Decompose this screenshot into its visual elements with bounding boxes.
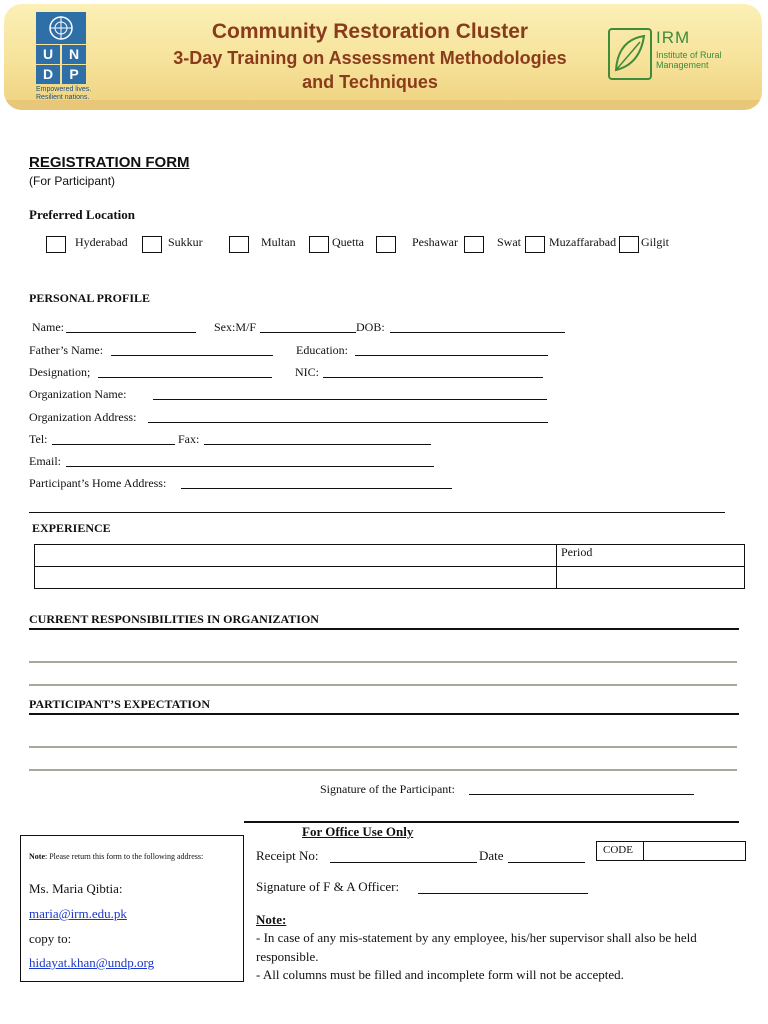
fax-label: Fax: <box>178 432 200 446</box>
undp-letter: N <box>62 45 86 64</box>
designation-label: Designation; <box>29 365 91 379</box>
date-label: Date <box>479 848 504 863</box>
experience-table <box>34 544 745 589</box>
officer-signature-label: Signature of F & A Officer: <box>256 879 400 894</box>
office-heading: For Office Use Only <box>302 824 414 839</box>
checkbox-swat[interactable] <box>464 236 484 253</box>
divider <box>29 713 739 715</box>
undp-letter: U <box>36 45 60 64</box>
office-note-line: - In case of any mis-statement by any employee, his/her supervisor shall also be held <box>256 930 697 945</box>
location-label: Quetta <box>332 235 364 249</box>
location-label: Muzaffarabad <box>549 235 617 249</box>
banner-subtitle-2: and Techniques <box>302 72 438 92</box>
return-note-text: : Please return this form to the following address: <box>45 852 204 861</box>
irm-fullname-line: Management <box>656 60 709 70</box>
responsibilities-heading: CURRENT RESPONSIBILITIES IN ORGANIZATION <box>29 612 319 626</box>
org-address-field[interactable] <box>148 422 548 423</box>
signature-label: Signature of the Participant: <box>320 782 455 796</box>
return-note-label: Note <box>29 852 45 861</box>
expectation-heading: PARTICIPANT’S EXPECTATION <box>29 697 211 711</box>
checkbox-gilgit[interactable] <box>619 236 639 253</box>
profile-heading: PERSONAL PROFILE <box>29 291 151 305</box>
checkbox-quetta[interactable] <box>309 236 329 253</box>
date-field[interactable] <box>508 862 585 863</box>
expectation-line[interactable] <box>29 746 737 748</box>
divider <box>244 821 739 823</box>
location-label: Hyderabad <box>75 235 128 249</box>
form-title: REGISTRATION FORM <box>29 154 190 171</box>
signature-field[interactable] <box>469 794 694 795</box>
checkbox-multan[interactable] <box>229 236 249 253</box>
fax-field[interactable] <box>204 444 431 445</box>
dob-field[interactable] <box>390 332 565 333</box>
org-address-label: Organization Address: <box>29 410 137 424</box>
irm-leaf-icon <box>608 28 652 80</box>
code-label: CODE <box>603 844 633 856</box>
office-note-line: - All columns must be filled and incomplete form will not be accepted. <box>256 967 624 982</box>
location-label: Gilgit <box>641 235 670 249</box>
designation-field[interactable] <box>98 377 272 378</box>
checkbox-peshawar[interactable] <box>376 236 396 253</box>
location-label: Peshawar <box>412 235 458 249</box>
form-subtitle: (For Participant) <box>29 174 116 188</box>
undp-tagline-line: Resilient nations. <box>36 94 90 101</box>
location-label: Multan <box>261 235 296 249</box>
banner-subtitle: 3-Day Training on Assessment Methodologies <box>173 48 567 68</box>
office-note-line: responsible. <box>256 949 319 964</box>
dob-label: DOB: <box>356 320 385 334</box>
name-field[interactable] <box>66 332 196 333</box>
contact-name: Ms. Maria Qibtia: <box>29 881 123 896</box>
undp-tagline <box>36 86 91 102</box>
undp-tagline-line: Empowered lives. <box>36 86 92 93</box>
checkbox-muzaffarabad[interactable] <box>525 236 545 253</box>
nic-label: NIC: <box>295 365 319 379</box>
undp-letter: P <box>62 65 86 84</box>
tel-label: Tel: <box>29 432 48 446</box>
irm-fullname <box>656 50 722 70</box>
expectation-line[interactable] <box>29 769 737 771</box>
checkbox-hyderabad[interactable] <box>46 236 66 253</box>
father-label: Father’s Name: <box>29 343 104 357</box>
org-name-label: Organization Name: <box>29 387 127 401</box>
home-address-field[interactable] <box>181 488 452 489</box>
education-field[interactable] <box>355 355 548 356</box>
experience-cell[interactable] <box>35 567 557 589</box>
irm-name: IRM <box>656 28 691 47</box>
location-label: Sukkur <box>168 235 203 249</box>
table-row <box>35 567 745 589</box>
contact-email-link[interactable]: maria@irm.edu.pk <box>29 906 127 921</box>
undp-letter: D <box>36 65 60 84</box>
email-field[interactable] <box>66 466 434 467</box>
copy-email-link[interactable]: hidayat.khan@undp.org <box>29 955 155 970</box>
location-heading: Preferred Location <box>29 207 136 222</box>
education-label: Education: <box>296 343 348 357</box>
office-note-heading: Note: <box>256 912 287 927</box>
receipt-field[interactable] <box>330 862 477 863</box>
period-header: Period <box>557 545 745 567</box>
home-address-label: Participant’s Home Address: <box>29 476 167 490</box>
father-field[interactable] <box>111 355 273 356</box>
experience-heading: EXPERIENCE <box>32 521 111 535</box>
undp-logo <box>36 12 86 84</box>
irm-fullname-line: Institute of Rural <box>656 50 722 60</box>
name-label: Name: <box>32 320 64 334</box>
copy-to-label: copy to: <box>29 931 72 946</box>
banner-title: Community Restoration Cluster <box>211 20 529 43</box>
responsibilities-line[interactable] <box>29 684 737 686</box>
location-label: Swat <box>497 235 521 249</box>
banner-strip <box>4 100 762 110</box>
tel-field[interactable] <box>52 444 175 445</box>
period-cell[interactable] <box>557 567 745 589</box>
divider <box>29 628 739 630</box>
responsibilities-line[interactable] <box>29 661 737 663</box>
code-field[interactable] <box>643 842 743 859</box>
experience-cell[interactable] <box>35 545 557 567</box>
checkbox-sukkur[interactable] <box>142 236 162 253</box>
sex-field[interactable] <box>260 332 356 333</box>
sex-label: Sex:M/F <box>214 320 257 334</box>
officer-signature-field[interactable] <box>418 893 588 894</box>
org-name-field[interactable] <box>153 399 547 400</box>
home-address-field-2[interactable] <box>29 512 725 513</box>
table-row <box>35 545 745 567</box>
nic-field[interactable] <box>323 377 543 378</box>
receipt-label: Receipt No: <box>256 848 319 863</box>
email-label: Email: <box>29 454 61 468</box>
return-note <box>29 852 203 861</box>
un-emblem-icon <box>36 12 86 44</box>
